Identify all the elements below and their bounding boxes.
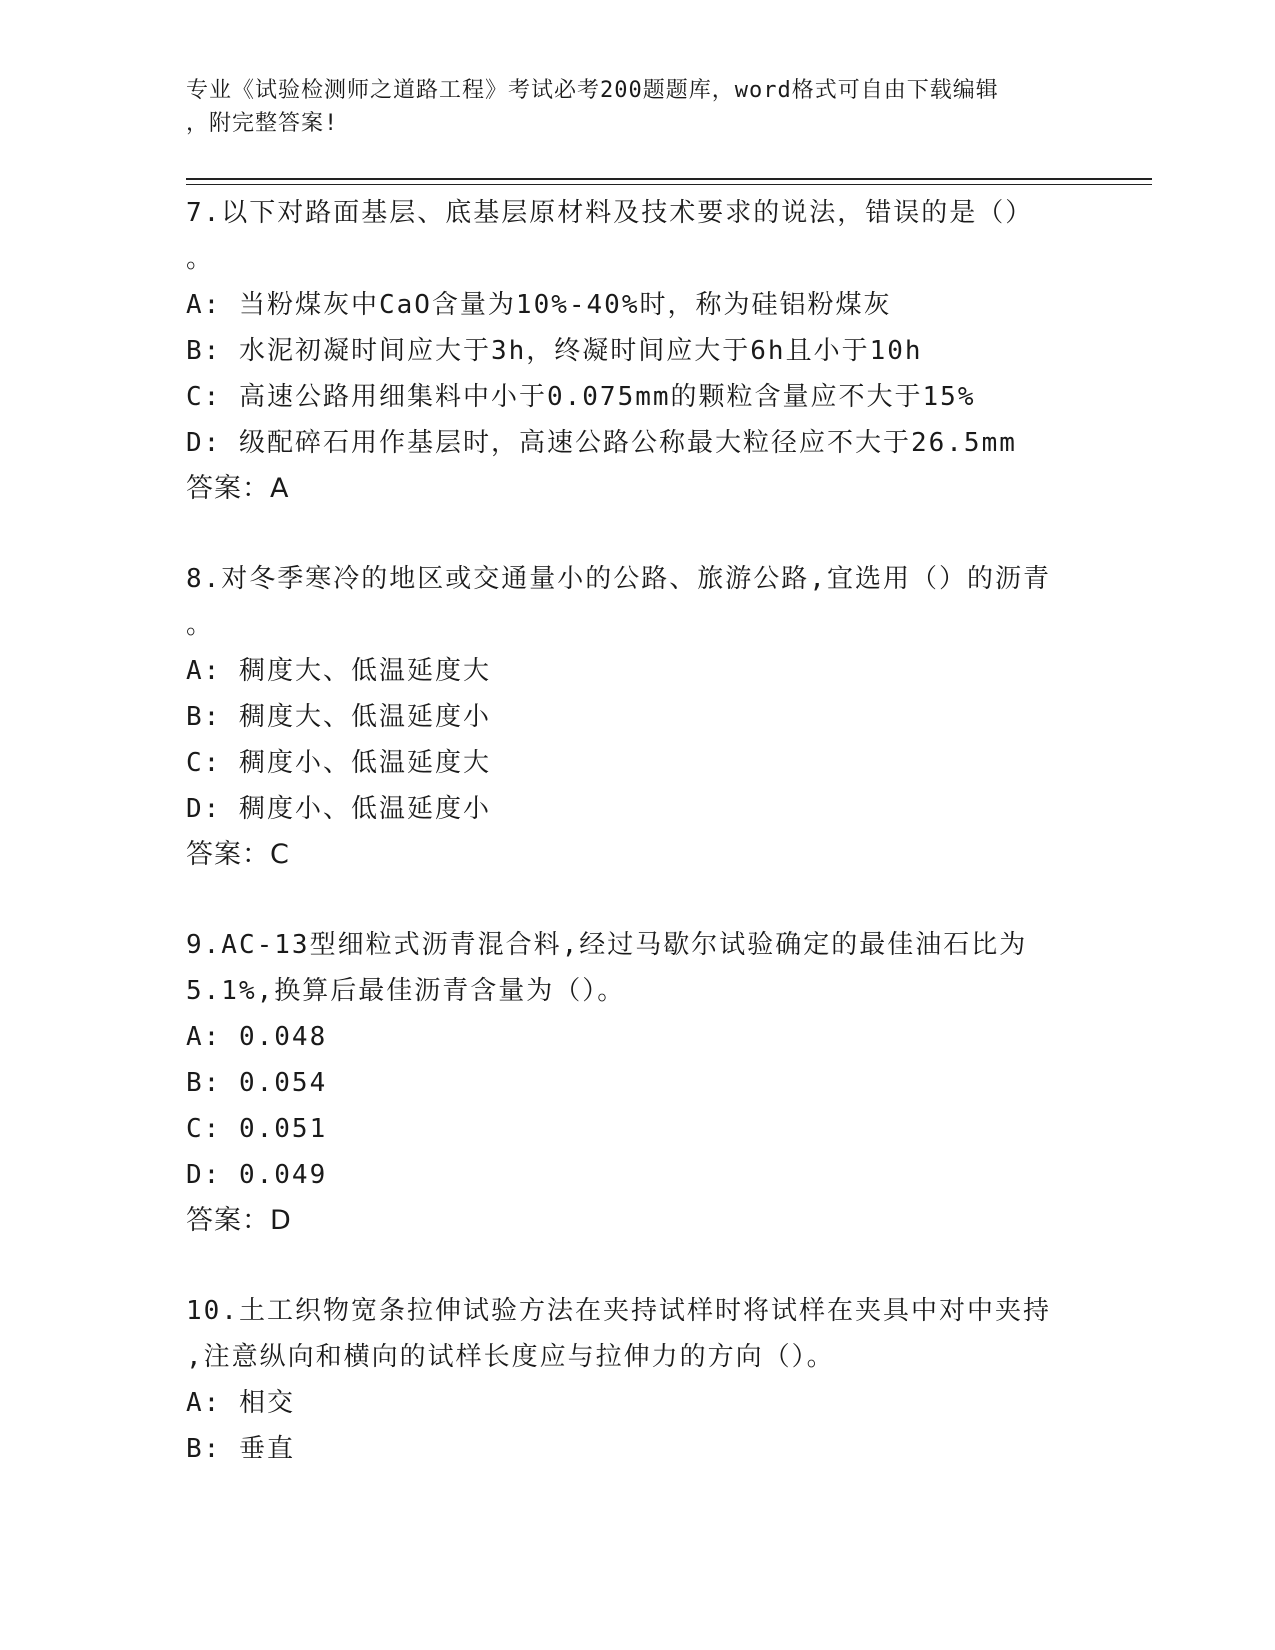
- question-10: [186, 1288, 1086, 1472]
- option-c: C: 稠度小、低温延度大: [186, 748, 491, 778]
- header-divider: [186, 178, 1152, 180]
- answer-label: 答案：A: [186, 473, 290, 504]
- option-c: C: 0.051: [186, 1114, 328, 1144]
- question-list: [186, 190, 1086, 1472]
- option-b: B: 0.054: [186, 1068, 328, 1098]
- question-stem-continued: 。: [186, 244, 215, 274]
- answer-label: 答案：D: [186, 1205, 292, 1236]
- question-stem-continued: ,注意纵向和横向的试样长度应与拉伸力的方向（）。: [186, 1342, 835, 1372]
- question-8: [186, 556, 1086, 878]
- option-a: A: 稠度大、低温延度大: [186, 656, 491, 686]
- option-a: A: 相交: [186, 1388, 295, 1418]
- option-a: A: 0.048: [186, 1022, 328, 1052]
- option-b: B: 垂直: [186, 1434, 295, 1464]
- option-d: D: 级配碎石用作基层时，高速公路公称最大粒径应不大于26.5mm: [186, 428, 1017, 458]
- option-d: D: 0.049: [186, 1160, 328, 1190]
- option-b: B: 稠度大、低温延度小: [186, 702, 491, 732]
- header-line-2: ，附完整答案!: [186, 111, 339, 136]
- question-stem: 8.对冬季寒冷的地区或交通量小的公路、旅游公路,宜选用（）的沥青: [186, 564, 1051, 594]
- question-stem: 9.AC-13型细粒式沥青混合料,经过马歇尔试验确定的最佳油石比为: [186, 930, 1028, 960]
- option-a: A: 当粉煤灰中CaO含量为10%-40%时，称为硅铝粉煤灰: [186, 290, 892, 320]
- question-stem-continued: 。: [186, 610, 215, 640]
- question-stem: 7.以下对路面基层、底基层原材料及技术要求的说法，错误的是（）: [186, 198, 1034, 228]
- question-7: [186, 190, 1086, 512]
- question-stem: 10.土工织物宽条拉伸试验方法在夹持试样时将试样在夹具中对中夹持: [186, 1296, 1051, 1326]
- option-b: B: 水泥初凝时间应大于3h，终凝时间应大于6h且小于10h: [186, 336, 923, 366]
- option-c: C: 高速公路用细集料中小于0.075mm的颗粒含量应不大于15%: [186, 382, 976, 412]
- option-d: D: 稠度小、低温延度小: [186, 794, 491, 824]
- header-line-1: 专业《试验检测师之道路工程》考试必考200题题库，word格式可自由下载编辑: [186, 78, 999, 103]
- question-9: [186, 922, 1086, 1244]
- answer-label: 答案：C: [186, 839, 290, 870]
- header-divider-thin: [186, 184, 1152, 185]
- document-header: [186, 74, 1066, 140]
- question-stem-continued: 5.1%,换算后最佳沥青含量为（）。: [186, 976, 626, 1006]
